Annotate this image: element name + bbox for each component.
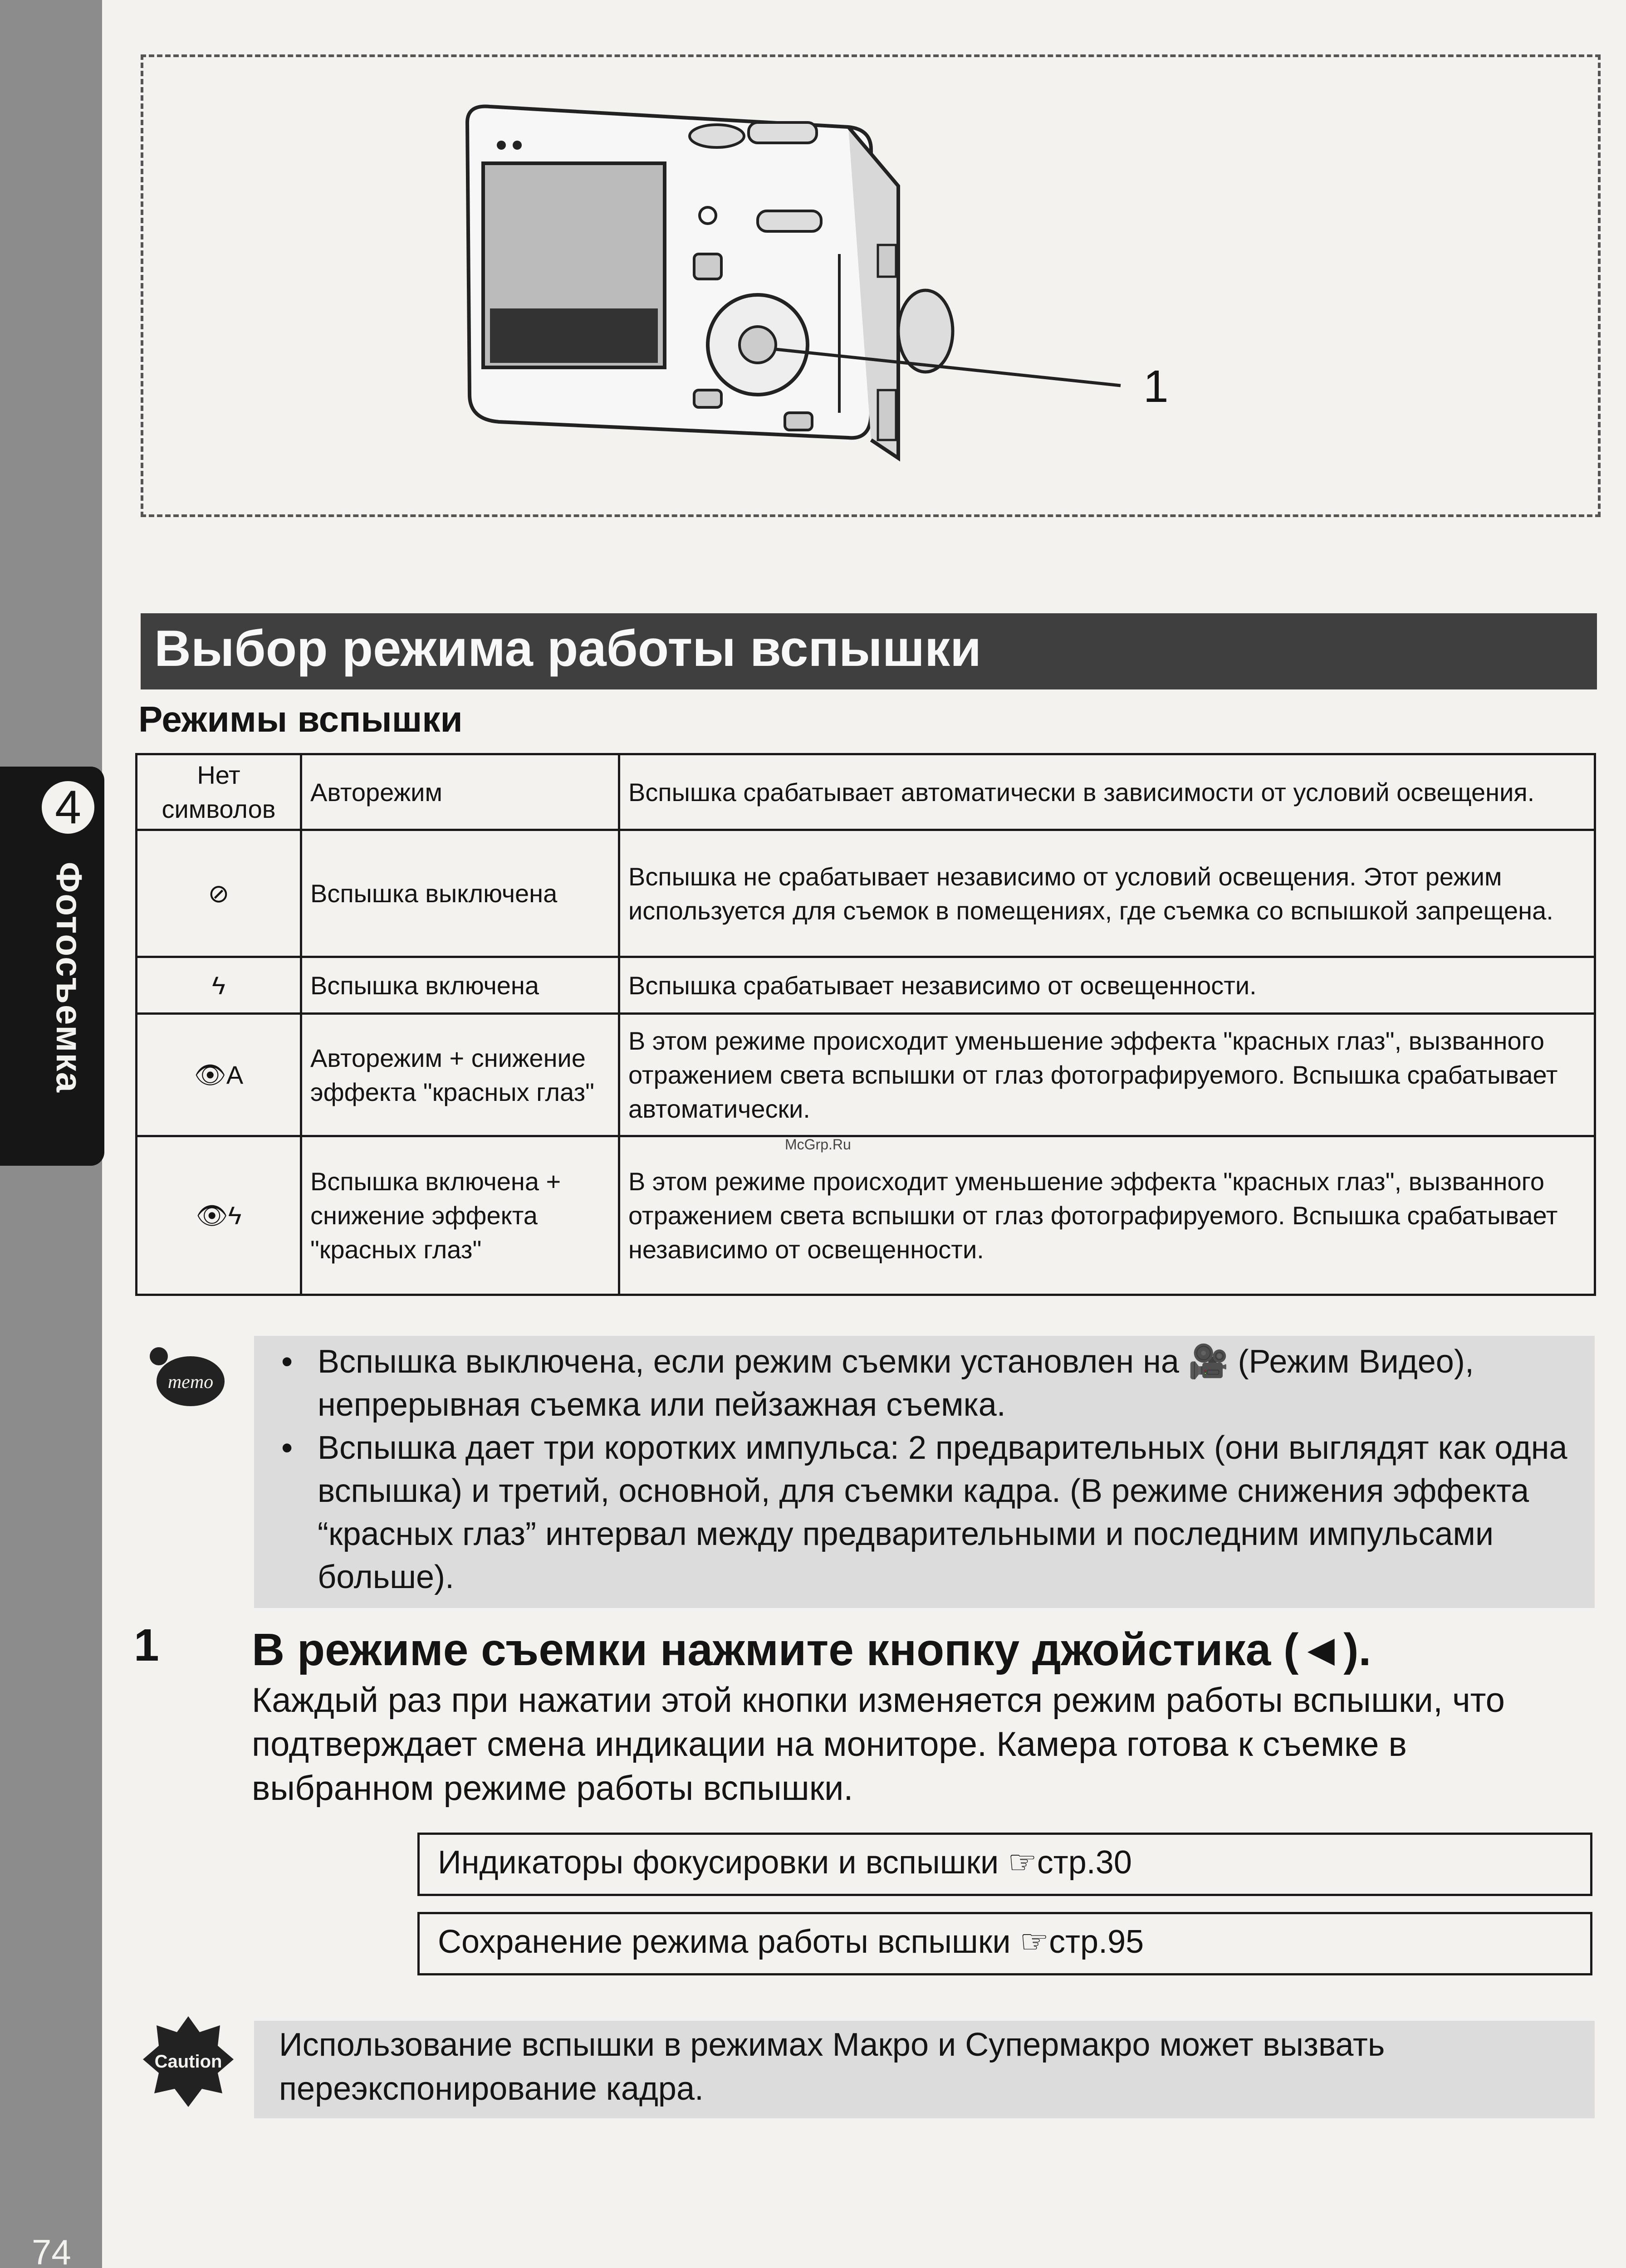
subheading: Режимы вспышки	[138, 699, 463, 739]
mode-cell: Вспышка включена	[301, 957, 619, 1014]
symbol-cell: Нет символов	[137, 754, 301, 830]
camera-illustration	[449, 95, 1220, 476]
watermark: McGrp.Ru	[785, 1136, 851, 1153]
page-number: 74	[32, 2232, 71, 2268]
table-row	[137, 1014, 1595, 1136]
reference-box: Индикаторы фокусировки и вспышки ☞стр.30	[417, 1833, 1592, 1896]
table-row	[137, 830, 1595, 957]
description-cell: Вспышка срабатывает независимо от освещенности.	[619, 957, 1595, 1014]
description-cell: В этом режиме происходит уменьшение эффекта "красных глаз", вызванного отражением света вспышки от глаз фотографируемого. Вспышка срабатывает независимо от освещенности.	[619, 1136, 1595, 1295]
table-row	[137, 957, 1595, 1014]
table-row	[137, 1136, 1595, 1295]
mode-cell: Авторежим	[301, 754, 619, 830]
step-number: 1	[134, 1620, 159, 1671]
red-eye-auto-icon: 👁A	[137, 1014, 301, 1136]
chapter-label: Фотосъемка	[49, 862, 89, 1093]
memo-list	[272, 1340, 1588, 1599]
mode-cell: Авторежим + снижение эффекта "красных глаз"	[301, 1014, 619, 1136]
caution-text: Использование вспышки в режимах Макро и Супермакро может вызвать переэкспонирование кадра.	[279, 2027, 1385, 2107]
memo-item: • Вспышка выключена, если режим съемки установлен на 🎥 (Режим Видео), непрерывная съемка или пейзажная съемка.	[272, 1340, 1588, 1427]
mode-cell: Вспышка выключена	[301, 830, 619, 957]
flash-on-icon: ϟ	[137, 957, 301, 1014]
step-body: Каждый раз при нажатии этой кнопки изменяется режим работы вспышки, что подтверждает смена индикации на мониторе. Камера готова к съемке в выбранном режиме работы вспышки.	[252, 1681, 1505, 1808]
reference-box: Сохранение режима работы вспышки ☞стр.95	[417, 1912, 1592, 1975]
svg-text:Caution: Caution	[154, 2052, 222, 2072]
flash-off-icon: ⊘	[137, 830, 301, 957]
description-cell: В этом режиме происходит уменьшение эффекта "красных глаз", вызванного отражением света вспышки от глаз фотографируемого. Вспышка срабатывает автоматически.	[619, 1014, 1595, 1136]
memo-item: • Вспышка дает три коротких импульса: 2 предварительных (они выглядят как одна вспышка) и третий, основной, для съемки кадра. (В режиме снижения эффекта “красных глаз” интервал между предварительными и последним импульсами больше).	[272, 1427, 1588, 1599]
table-row	[137, 754, 1595, 830]
callout-1: 1	[1143, 361, 1169, 412]
chapter-number: 4	[37, 777, 99, 838]
flash-modes-table	[135, 753, 1596, 1296]
step-heading: В режиме съемки нажмите кнопку джойстика (◄).	[252, 1624, 1371, 1675]
mode-cell: Вспышка включена + снижение эффекта "красных глаз"	[301, 1136, 619, 1295]
memo-icon	[145, 1343, 227, 1411]
red-eye-flash-on-icon: 👁ϟ	[137, 1136, 301, 1295]
section-title: Выбор режима работы вспышки	[154, 620, 981, 677]
caution-icon	[141, 2014, 236, 2109]
svg-text:memo: memo	[167, 1372, 214, 1393]
description-cell: Вспышка срабатывает автоматически в зависимости от условий освещения.	[619, 754, 1595, 830]
description-cell: Вспышка не срабатывает независимо от условий освещения. Этот режим используется для съемок в помещениях, где съемка со вспышкой запрещена.	[619, 830, 1595, 957]
